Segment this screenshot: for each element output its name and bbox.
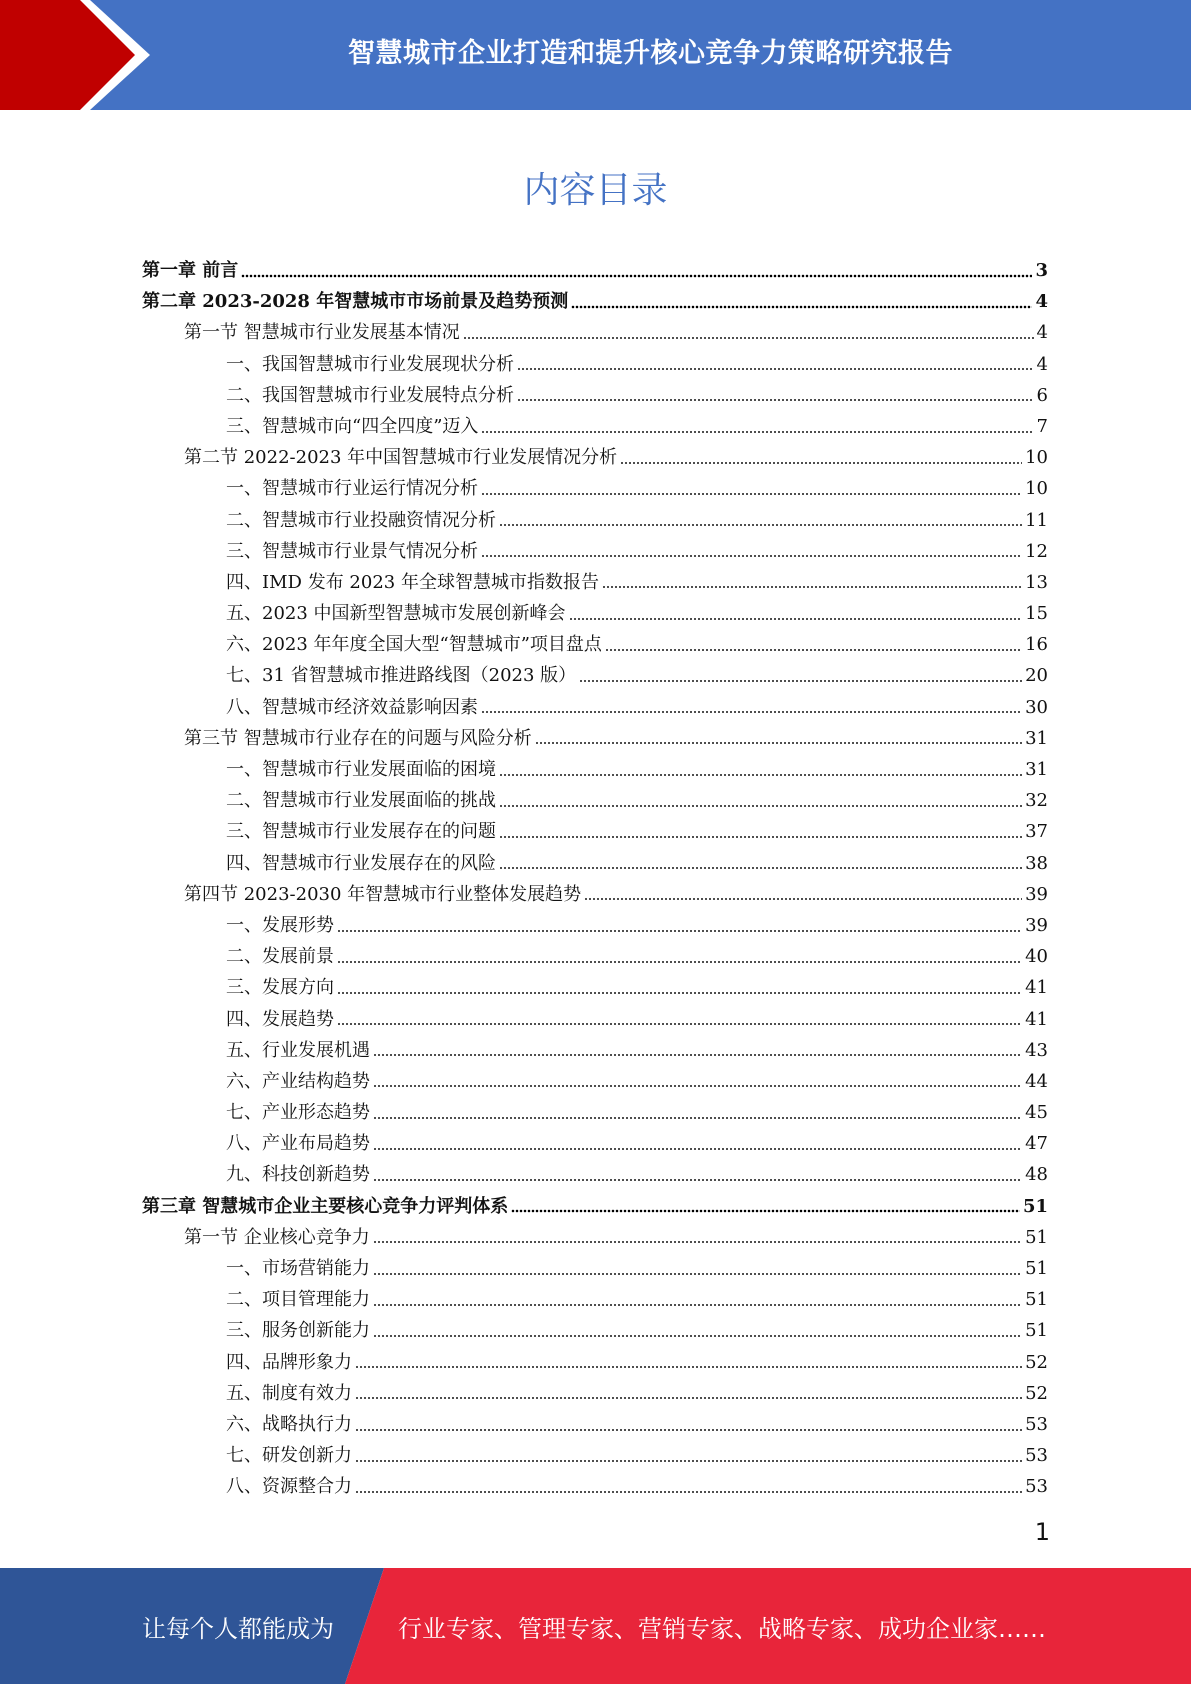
- toc-entry-page: 3: [1035, 260, 1048, 281]
- toc-entry[interactable]: [142, 567, 1048, 598]
- toc-entry-text: 八、智慧城市经济效益影响因素: [226, 696, 478, 718]
- toc-entry-page: 31: [1025, 759, 1048, 780]
- toc-entry[interactable]: [142, 1471, 1048, 1502]
- toc-entry-text: 七、产业形态趋势: [226, 1102, 370, 1124]
- toc-entry-text: 七、研发创新力: [226, 1445, 352, 1467]
- toc-leader-dots: [499, 772, 1022, 778]
- toc-leader-dots: [602, 584, 1022, 590]
- toc-leader-dots: [337, 1021, 1022, 1027]
- toc-entry[interactable]: [142, 692, 1048, 723]
- toc-entry[interactable]: [142, 505, 1048, 536]
- toc-leader-dots: [373, 1271, 1022, 1277]
- toc-entry-page: 39: [1025, 914, 1048, 936]
- toc-entry-page: 53: [1025, 1413, 1048, 1435]
- toc-entry-text: 三、智慧城市行业发展存在的问题: [226, 821, 496, 843]
- toc-leader-dots: [355, 1427, 1022, 1433]
- toc-entry-text: 二、项目管理能力: [226, 1289, 370, 1311]
- toc-entry-text: 五、2023 中国新型智慧城市发展创新峰会: [226, 603, 566, 625]
- toc-entry-page: 4: [1035, 291, 1048, 313]
- toc-entry-page: 43: [1025, 1039, 1048, 1061]
- toc-entry-text: 第一节 企业核心竞争力: [184, 1226, 370, 1248]
- toc-entry-page: 7: [1036, 415, 1048, 437]
- toc-entry-page: 51: [1022, 1195, 1048, 1217]
- toc-entry-text: 五、制度有效力: [226, 1382, 352, 1404]
- toc-entry-page: 20: [1025, 665, 1048, 687]
- toc-entry-page: 31: [1025, 727, 1048, 749]
- toc-leader-dots: [620, 460, 1022, 466]
- toc-entry-text: 二、我国智慧城市行业发展特点分析: [226, 384, 514, 406]
- toc-entry[interactable]: [142, 1409, 1048, 1440]
- report-title: 智慧城市企业打造和提升核心竞争力策略研究报告: [348, 37, 953, 69]
- toc-entry-page: 47: [1025, 1133, 1048, 1155]
- toc-entry[interactable]: [142, 629, 1048, 660]
- toc-entry[interactable]: [142, 1191, 1048, 1222]
- toc-leader-dots: [481, 553, 1022, 559]
- toc-entry-text: 八、产业布局趋势: [226, 1133, 370, 1155]
- toc-entry[interactable]: [142, 349, 1048, 380]
- toc-leader-dots: [499, 834, 1022, 840]
- toc-entry-page: 16: [1025, 634, 1048, 656]
- toc-leader-dots: [373, 1146, 1022, 1152]
- toc-entry-text: 八、资源整合力: [226, 1476, 352, 1498]
- toc-entry[interactable]: [142, 1222, 1048, 1253]
- toc-entry[interactable]: [142, 598, 1048, 629]
- toc-entry[interactable]: [142, 1066, 1048, 1097]
- toc-entry[interactable]: [142, 380, 1048, 411]
- toc-leader-dots: [579, 678, 1022, 684]
- toc-leader-dots: [373, 1052, 1022, 1058]
- toc-entry-page: 37: [1025, 821, 1048, 843]
- toc-entry-page: 52: [1025, 1351, 1048, 1373]
- toc-entry-page: 11: [1025, 509, 1048, 531]
- toc-leader-dots: [373, 1177, 1022, 1183]
- toc-entry-page: 10: [1025, 478, 1048, 500]
- toc-entry-page: 51: [1025, 1320, 1048, 1342]
- toc-entry-text: 五、行业发展机遇: [226, 1039, 370, 1061]
- toc-entry[interactable]: [142, 723, 1048, 754]
- toc-entry[interactable]: [142, 941, 1048, 972]
- toc-entry-text: 第三节 智慧城市行业存在的问题与风险分析: [184, 727, 532, 749]
- toc-leader-dots: [517, 366, 1034, 372]
- toc-entry-page: 4: [1036, 322, 1048, 344]
- toc-entry-page: 45: [1025, 1102, 1048, 1124]
- toc-entry[interactable]: [142, 660, 1048, 691]
- toc-heading: 内容目录: [523, 170, 668, 211]
- toc-entry-page: 51: [1025, 1258, 1048, 1279]
- toc-entry-text: 三、服务创新能力: [226, 1320, 370, 1342]
- toc-entry-page: 6: [1036, 384, 1048, 406]
- toc-leader-dots: [355, 1395, 1022, 1401]
- toc-entry-page: 51: [1025, 1226, 1048, 1248]
- toc-leader-dots: [571, 304, 1032, 310]
- toc-entry[interactable]: [142, 1315, 1048, 1346]
- toc-entry[interactable]: [142, 910, 1048, 941]
- toc-entry[interactable]: [142, 286, 1048, 317]
- toc-entry-page: 51: [1025, 1289, 1048, 1311]
- toc-entry-text: 六、产业结构趋势: [226, 1070, 370, 1092]
- toc-leader-dots: [337, 928, 1022, 934]
- toc-entry[interactable]: [142, 1128, 1048, 1159]
- red-arrow-icon: [0, 0, 160, 110]
- toc-entry-page: 53: [1025, 1445, 1048, 1467]
- toc-entry-text: 四、发展趋势: [226, 1008, 334, 1030]
- toc-entry[interactable]: [142, 536, 1048, 567]
- toc-leader-dots: [355, 1489, 1022, 1495]
- toc-entry[interactable]: [142, 411, 1048, 442]
- toc-leader-dots: [373, 1083, 1022, 1089]
- toc-leader-dots: [517, 397, 1034, 403]
- toc-entry-text: 第三章 智慧城市企业主要核心竞争力评判体系: [142, 1195, 509, 1217]
- toc-leader-dots: [373, 1302, 1022, 1308]
- toc-entry[interactable]: [142, 1035, 1048, 1066]
- toc-leader-dots: [511, 1208, 1020, 1214]
- header-banner: [0, 0, 1191, 110]
- toc-entry-text: 三、发展方向: [226, 977, 334, 999]
- toc-entry[interactable]: [142, 1347, 1048, 1378]
- toc-entry[interactable]: [142, 1253, 1048, 1284]
- toc-entry-page: 41: [1025, 977, 1048, 999]
- toc-entry-text: 一、智慧城市行业发展面临的困境: [226, 759, 496, 780]
- toc-leader-dots: [481, 491, 1022, 497]
- toc-leader-dots: [535, 740, 1022, 746]
- toc-entry-text: 二、发展前景: [226, 946, 334, 968]
- toc-entry-text: 一、智慧城市行业运行情况分析: [226, 478, 478, 500]
- toc-entry[interactable]: [142, 879, 1048, 910]
- toc-entry[interactable]: [142, 754, 1048, 785]
- footer-slogan-left: 让每个人都能成为: [142, 1614, 334, 1643]
- toc-leader-dots: [499, 522, 1022, 528]
- toc-entry-text: 四、IMD 发布 2023 年全球智慧城市指数报告: [226, 571, 599, 593]
- toc-entry[interactable]: [142, 473, 1048, 504]
- toc-leader-dots: [337, 959, 1022, 965]
- toc-leader-dots: [499, 865, 1022, 871]
- toc-entry[interactable]: [142, 255, 1048, 286]
- toc-entry[interactable]: [142, 785, 1048, 816]
- toc-entry-page: 39: [1025, 883, 1048, 905]
- table-of-contents: [142, 255, 1048, 1503]
- toc-leader-dots: [373, 1115, 1022, 1121]
- toc-entry-text: 七、31 省智慧城市推进路线图（2023 版）: [226, 665, 577, 687]
- toc-entry-text: 二、智慧城市行业投融资情况分析: [226, 509, 496, 531]
- toc-entry-text: 二、智慧城市行业发展面临的挑战: [226, 790, 496, 812]
- toc-entry[interactable]: [142, 442, 1048, 473]
- toc-leader-dots: [355, 1364, 1022, 1370]
- toc-entry-text: 第一章 前言: [142, 260, 239, 281]
- toc-leader-dots: [569, 616, 1023, 622]
- toc-entry-page: 44: [1025, 1070, 1048, 1092]
- toc-entry[interactable]: [142, 1284, 1048, 1315]
- toc-entry-text: 第二章 2023-2028 年智慧城市市场前景及趋势预测: [142, 291, 569, 313]
- toc-entry-text: 一、发展形势: [226, 914, 334, 936]
- toc-entry[interactable]: [142, 972, 1048, 1003]
- toc-entry-text: 第四节 2023-2030 年智慧城市行业整体发展趋势: [184, 883, 582, 905]
- toc-entry-page: 30: [1025, 696, 1048, 718]
- toc-entry[interactable]: [142, 1440, 1048, 1471]
- toc-entry-page: 38: [1025, 852, 1048, 874]
- toc-entry-page: 4: [1036, 353, 1048, 375]
- toc-leader-dots: [463, 335, 1034, 341]
- toc-leader-dots: [481, 709, 1022, 715]
- toc-entry-page: 40: [1025, 946, 1048, 968]
- toc-entry-page: 52: [1025, 1382, 1048, 1404]
- toc-entry-page: 10: [1025, 447, 1048, 469]
- toc-leader-dots: [584, 896, 1022, 902]
- toc-entry-text: 第二节 2022-2023 年中国智慧城市行业发展情况分析: [184, 447, 618, 469]
- toc-entry-page: 41: [1025, 1008, 1048, 1030]
- toc-leader-dots: [481, 429, 1033, 435]
- toc-entry[interactable]: [142, 848, 1048, 879]
- toc-leader-dots: [355, 1458, 1022, 1464]
- toc-leader-dots: [241, 273, 1032, 279]
- toc-entry-page: 32: [1025, 790, 1048, 812]
- toc-entry[interactable]: [142, 1004, 1048, 1035]
- toc-entry[interactable]: [142, 816, 1048, 847]
- toc-entry-page: 15: [1025, 603, 1048, 625]
- toc-entry-text: 四、品牌形象力: [226, 1351, 352, 1373]
- toc-entry-text: 四、智慧城市行业发展存在的风险: [226, 852, 496, 874]
- toc-entry-text: 三、智慧城市行业景气情况分析: [226, 540, 478, 562]
- toc-entry[interactable]: [142, 317, 1048, 348]
- footer-slogan-right: 行业专家、管理专家、营销专家、战略专家、成功企业家……: [398, 1614, 1046, 1643]
- toc-leader-dots: [605, 647, 1022, 653]
- toc-leader-dots: [373, 1239, 1022, 1245]
- toc-entry[interactable]: [142, 1097, 1048, 1128]
- toc-entry-page: 48: [1025, 1164, 1048, 1186]
- toc-entry-page: 53: [1025, 1476, 1048, 1498]
- footer-banner: [0, 1568, 1191, 1684]
- toc-entry-page: 12: [1025, 540, 1048, 562]
- toc-entry-text: 六、2023 年年度全国大型“智慧城市”项目盘点: [226, 634, 602, 656]
- toc-entry-text: 一、市场营销能力: [226, 1258, 370, 1279]
- toc-leader-dots: [499, 803, 1022, 809]
- toc-leader-dots: [337, 990, 1022, 996]
- toc-entry[interactable]: [142, 1378, 1048, 1409]
- toc-entry-text: 第一节 智慧城市行业发展基本情况: [184, 322, 460, 344]
- toc-entry[interactable]: [142, 1159, 1048, 1190]
- toc-entry-text: 六、战略执行力: [226, 1413, 352, 1435]
- toc-leader-dots: [373, 1333, 1022, 1339]
- page-number: 1: [1034, 1518, 1050, 1546]
- toc-entry-page: 13: [1025, 571, 1048, 593]
- toc-entry-text: 一、我国智慧城市行业发展现状分析: [226, 353, 514, 375]
- toc-entry-text: 九、科技创新趋势: [226, 1164, 370, 1186]
- toc-entry-text: 三、智慧城市向“四全四度”迈入: [226, 415, 479, 437]
